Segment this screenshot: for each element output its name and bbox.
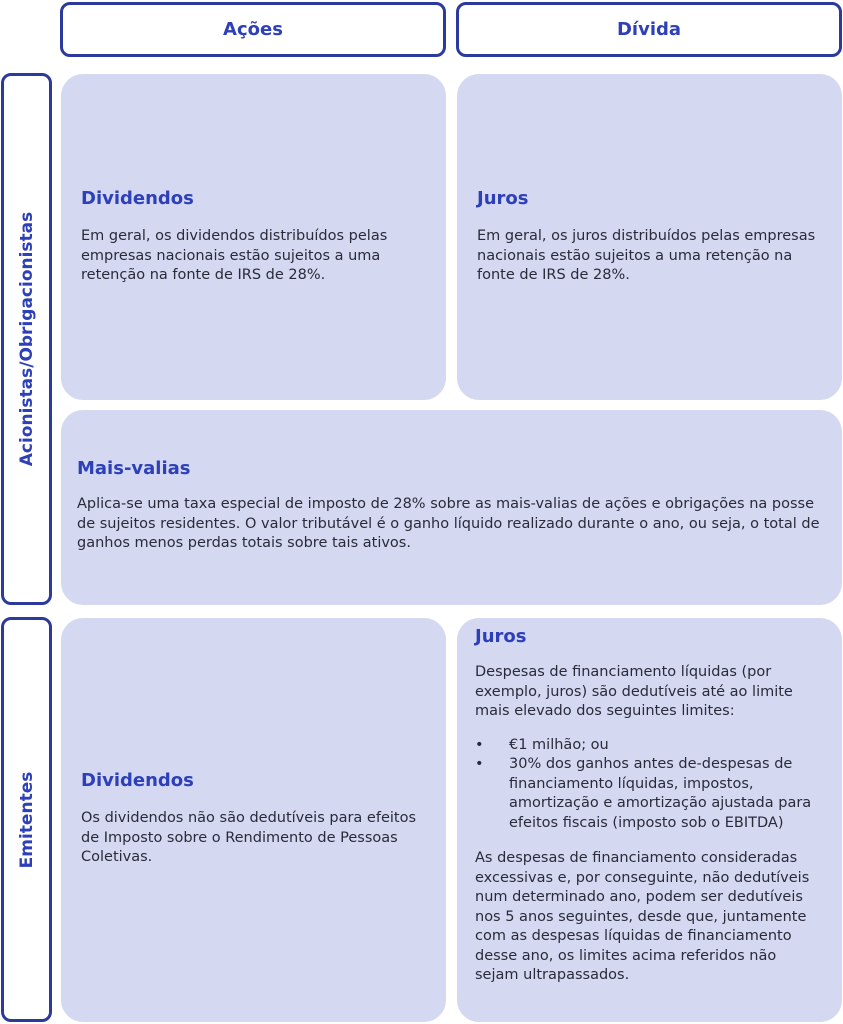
column-header-divida <box>456 2 842 57</box>
card-title: Dividendos <box>81 770 194 791</box>
card-text: Em geral, os dividendos distribuídos pelas empresas nacionais estão sujeitos a uma retenção na fonte de IRS de 28%. <box>81 228 388 283</box>
list-item <box>475 755 822 833</box>
row-label-text: Emitentes <box>16 771 37 868</box>
column-header-label: Ações <box>223 19 283 40</box>
column-header-acoes <box>60 2 446 57</box>
holders-interest-card <box>457 74 842 400</box>
list-item <box>475 736 822 756</box>
issuers-dividends-card <box>61 618 446 1022</box>
bullet-icon: • <box>475 736 484 753</box>
card-text: Os dividendos não são dedutíveis para efeitos de Imposto sobre o Rendimento de Pessoas Coletivas. <box>81 810 417 865</box>
card-bullet-list <box>475 736 822 834</box>
card-title: Juros <box>477 188 529 209</box>
card-text: Aplica-se uma taxa especial de imposto de 28% sobre as mais-valias de ações e obrigações na posse de sujeitos residentes. O valor tributável é o ganho líquido realizado durante o ano, ou seja, o total de ganhos menos perdas totais sobre tais ativos. <box>77 496 820 551</box>
row-label-acionistas <box>1 73 52 605</box>
card-title: Mais-valias <box>77 458 191 479</box>
list-item-text: €1 milhão; ou <box>509 736 609 753</box>
row-label-text: Acionistas/Obrigacionistas <box>16 211 37 467</box>
column-header-label: Dívida <box>616 19 682 40</box>
list-item-text: 30% dos ganhos antes de-despesas de financiamento líquidas, impostos, amortização e amortização ajustada para efeitos fiscais (imposto sob o EBITDA) <box>509 756 812 831</box>
holders-capital-gains-card <box>61 410 842 605</box>
card-title: Dividendos <box>81 188 194 209</box>
card-text: Em geral, os juros distribuídos pelas empresas nacionais estão sujeitos a uma retenção na fonte de IRS de 28%. <box>477 228 816 283</box>
bullet-icon: • <box>475 756 484 772</box>
card-outro: As despesas de financiamento consideradas excessivas e, por conseguinte, não dedutíveis num determinado ano, podem ser dedutíveis nos 5 anos seguintes, desde que, juntamente com as despesas líquidas de financiamento desse ano, os limites acima referidos não sejam ultrapassados. <box>475 850 810 983</box>
card-intro: Despesas de financiamento líquidas (por exemplo, juros) são dedutíveis até ao limite mais elevado dos seguintes limites: <box>475 664 793 719</box>
holders-dividends-card <box>61 74 446 400</box>
issuers-interest-card <box>457 618 842 1022</box>
card-title: Juros <box>475 626 527 647</box>
row-label-emitentes <box>1 617 52 1022</box>
